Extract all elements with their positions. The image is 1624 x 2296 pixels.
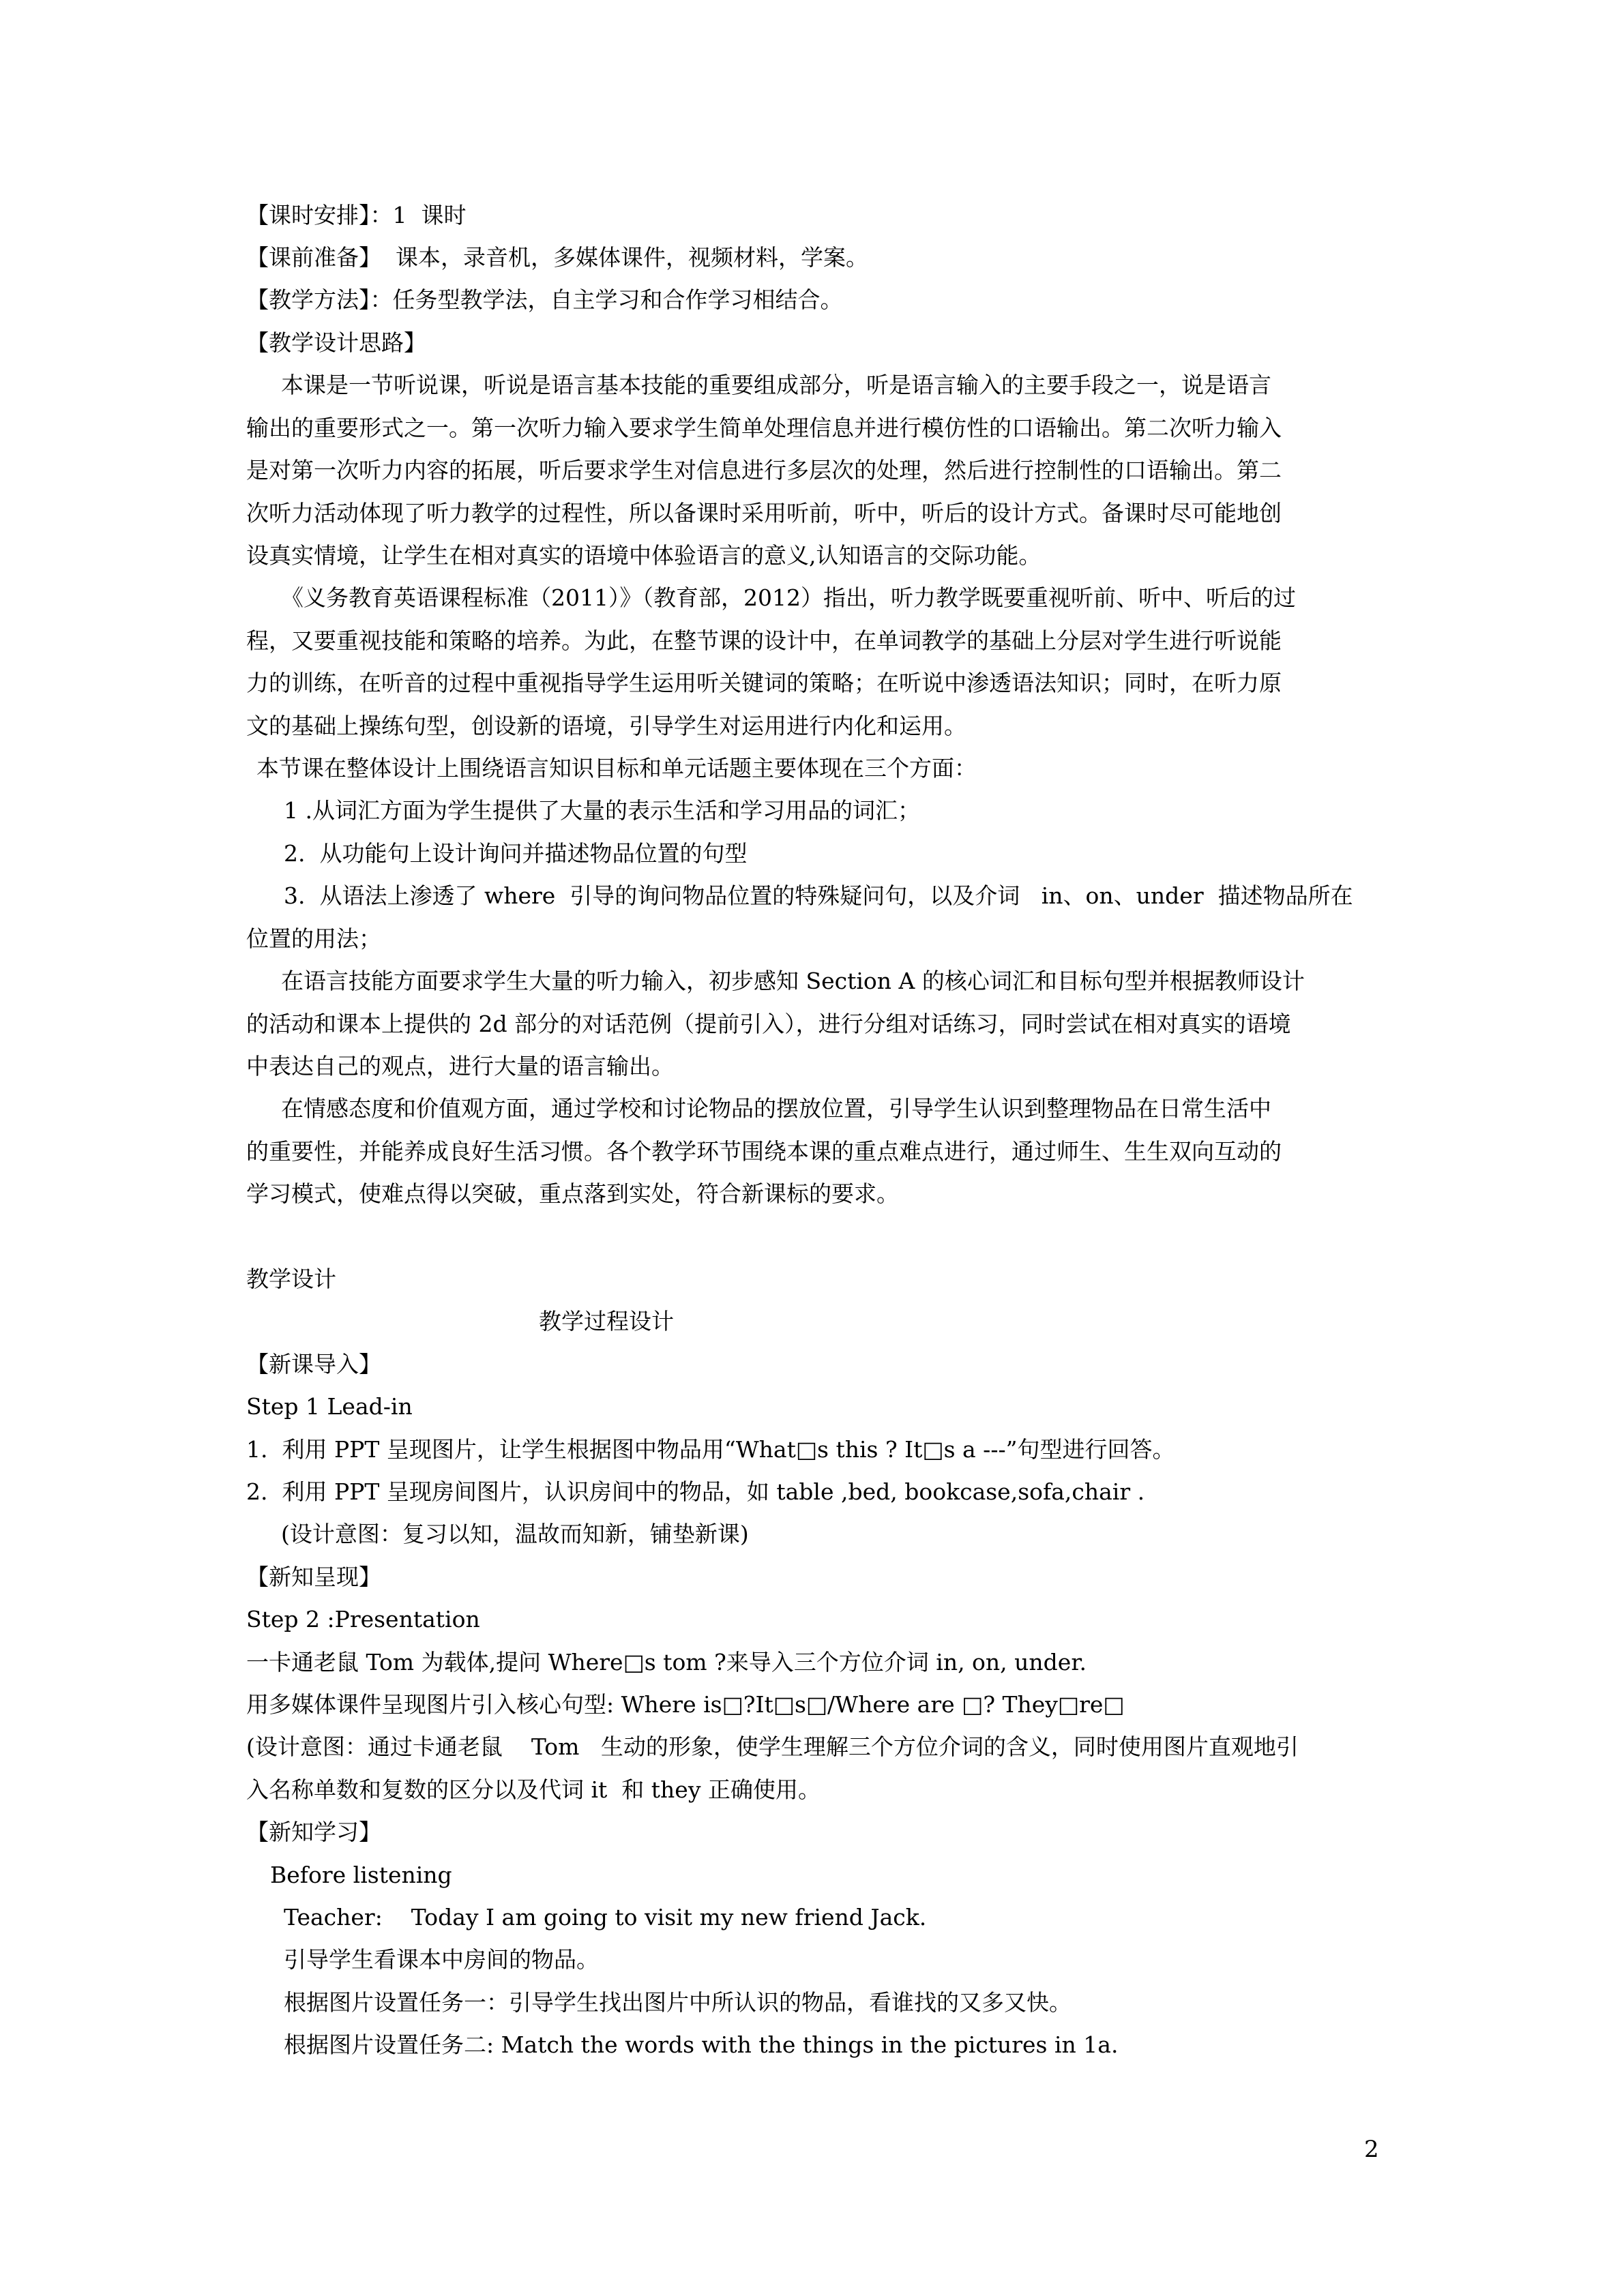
subsection-heading: Before listening — [270, 1862, 452, 1888]
list-item: 2. 利用 PPT 呈现房间图片，认识房间中的物品，如 table ,bed, bookcase,sofa,chair . — [246, 1478, 1145, 1505]
intro-heading: 【新课导入】 — [246, 1351, 381, 1377]
paragraph-line: 本节课在整体设计上围绕语言知识目标和单元话题主要体现在三个方面： — [256, 755, 977, 781]
schedule-line: 【课时安排】：1 课时 — [246, 202, 467, 228]
paragraph-line: 中表达自己的观点，进行大量的语言输出。 — [246, 1053, 674, 1079]
present-heading: 【新知呈现】 — [246, 1564, 381, 1590]
method-line: 【教学方法】：任务型教学法，自主学习和合作学习相结合。 — [246, 286, 843, 313]
paragraph-line: 力的训练，在听音的过程中重视指导学生运用听关键词的策略；在听说中渗透语法知识；同时，在听力原 — [246, 670, 1282, 696]
paragraph-line: 是对第一次听力内容的拓展，听后要求学生对信息进行多层次的处理，然后进行控制性的口语输出。第二 — [246, 457, 1282, 483]
paragraph-line: 的活动和课本上提供的 2d 部分的对话范例（提前引入），进行分组对话练习，同时尝试在相对真实的语境 — [246, 1011, 1291, 1037]
section-label: 教学设计 — [246, 1266, 336, 1292]
list-item: 1. 利用 PPT 呈现图片，让学生根据图中物品用“What□s this ? It□s a ---”句型进行回答。 — [246, 1436, 1175, 1463]
paragraph-line: 引导学生看课本中房间的物品。 — [284, 1946, 599, 1973]
paragraph-line: 在情感态度和价值观方面，通过学校和讨论物品的摆放位置，引导学生认识到整理物品在日常生活中 — [281, 1095, 1271, 1122]
paragraph-line: Teacher: Today I am going to visit my new friend Jack. — [284, 1904, 927, 1930]
paragraph-line: 输出的重要形式之一。第一次听力输入要求学生简单处理信息并进行模仿性的口语输出。第二次听力输入 — [246, 415, 1282, 441]
paragraph-line: 用多媒体课件呈现图片引入核心句型: Where is□?It□s□/Where are □? They□re□ — [246, 1691, 1125, 1718]
paragraph-line: 学习模式，使难点得以突破，重点落到实处，符合新课标的要求。 — [246, 1180, 899, 1207]
paragraph-line: 次听力活动体现了听力教学的过程性，所以备课时采用听前，听中，听后的设计方式。备课时尽可能地创 — [246, 500, 1282, 526]
step-heading: Step 2 :Presentation — [246, 1606, 480, 1632]
design-heading: 【教学设计思路】 — [246, 329, 426, 356]
section-title: 教学过程设计 — [539, 1308, 674, 1335]
paragraph-line: 根据图片设置任务一：引导学生找出图片中所认识的物品，看谁找的又多又快。 — [284, 1989, 1072, 2016]
preparation-line: 【课前准备】 课本，录音机，多媒体课件，视频材料，学案。 — [246, 244, 868, 271]
step-heading: Step 1 Lead-in — [246, 1393, 413, 1420]
design-intent: 入名称单数和复数的区分以及代词 it 和 they 正确使用。 — [246, 1776, 821, 1803]
paragraph-line: 根据图片设置任务二: Match the words with the things in the pictures in 1a. — [284, 2031, 1119, 2058]
list-item: 3. 从语法上渗透了 where 引导的询问物品位置的特殊疑问句，以及介词 in、on、under 描述物品所在 — [284, 882, 1353, 909]
paragraph-line: 设真实情境，让学生在相对真实的语境中体验语言的意义,认知语言的交际功能。 — [246, 542, 1042, 569]
page-number: 2 — [1364, 2136, 1379, 2163]
paragraph-line: 本课是一节听说课，听说是语言基本技能的重要组成部分，听是语言输入的主要手段之一，说是语言 — [281, 372, 1271, 398]
list-item: 1 .从词汇方面为学生提供了大量的表示生活和学习用品的词汇； — [284, 797, 920, 824]
paragraph-line: 的重要性，并能养成良好生活习惯。各个教学环节围绕本课的重点难点进行，通过师生、生生双向互动的 — [246, 1138, 1282, 1165]
design-intent: (设计意图：复习以知，温故而知新，铺垫新课) — [281, 1521, 749, 1547]
paragraph-line: 程，又要重视技能和策略的培养。为此，在整节课的设计中，在单词教学的基础上分层对学生进行听说能 — [246, 627, 1282, 654]
paragraph-line: 一卡通老鼠 Tom 为载体,提问 Where□s tom ?来导入三个方位介词 in, on, under. — [246, 1649, 1087, 1675]
list-item: 2. 从功能句上设计询问并描述物品位置的句型 — [284, 840, 748, 867]
paragraph-line: 文的基础上操练句型，创设新的语境，引导学生对运用进行内化和运用。 — [246, 713, 966, 739]
design-intent: (设计意图：通过卡通老鼠 Tom 生动的形象，使学生理解三个方位介词的含义，同时使用图片直观地引 — [246, 1733, 1299, 1760]
paragraph-line: 在语言技能方面要求学生大量的听力输入，初步感知 Section A 的核心词汇和目标句型并根据教师设计 — [281, 968, 1305, 994]
list-item-continuation: 位置的用法； — [246, 925, 381, 952]
learn-heading: 【新知学习】 — [246, 1819, 381, 1845]
paragraph-line: 《义务教育英语课程标准（2011）》（教育部，2012）指出，听力教学既要重视听前、听中、听后的过 — [281, 584, 1296, 611]
